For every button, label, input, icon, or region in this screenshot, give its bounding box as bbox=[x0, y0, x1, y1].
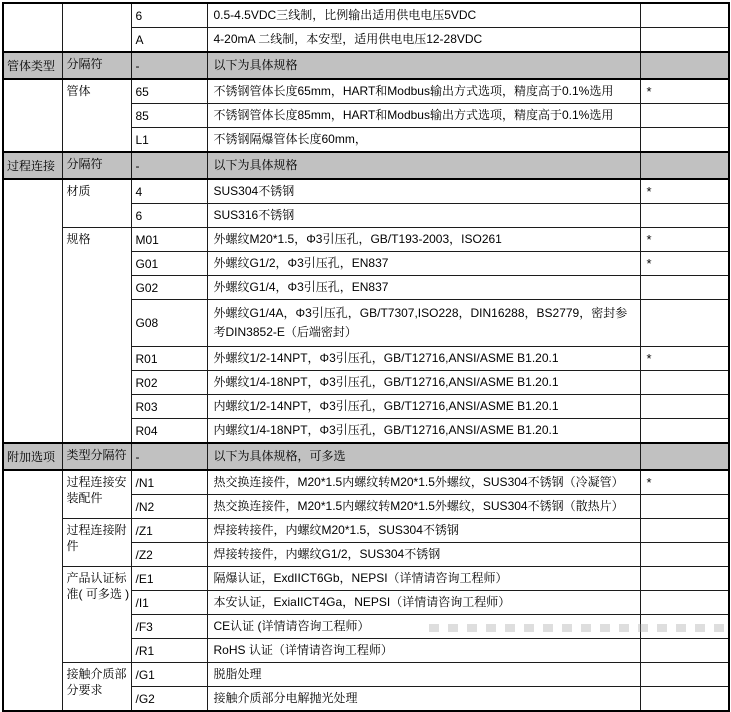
description-cell: 外螺纹G1/4A，Φ3引压孔，GB/T7307,ISO228，DIN16288，BS2779，密封参考DIN3852-E（后端密封） bbox=[207, 300, 640, 347]
table-row bbox=[3, 79, 729, 104]
star-cell: * bbox=[640, 252, 729, 276]
description-cell: 外螺纹G1/2，Φ3引压孔，EN837 bbox=[207, 252, 640, 276]
subcategory-cell: 规格 bbox=[62, 228, 131, 444]
description-cell: 本安认证，ExiaIICT4Ga，NEPSI（详情请咨询工程师） bbox=[207, 591, 640, 615]
code-cell: 85 bbox=[131, 104, 207, 128]
code-cell: G02 bbox=[131, 276, 207, 300]
code-cell: 6 bbox=[131, 204, 207, 228]
description-cell: 不锈钢管体长度85mm，HART和Modbus输出方式选项，精度高于0.1%选用 bbox=[207, 104, 640, 128]
code-cell: R04 bbox=[131, 419, 207, 444]
star-cell bbox=[640, 152, 729, 179]
star-cell bbox=[640, 3, 729, 28]
code-cell: G01 bbox=[131, 252, 207, 276]
code-cell: R02 bbox=[131, 371, 207, 395]
star-cell bbox=[640, 371, 729, 395]
code-cell: /I1 bbox=[131, 591, 207, 615]
description-cell: 热交换连接件，M20*1.5内螺纹转M20*1.5外螺纹，SUS304不锈钢（冷凝管） bbox=[207, 470, 640, 495]
subcategory-cell bbox=[62, 3, 131, 52]
description-cell: 以下为具体规格 bbox=[207, 52, 640, 79]
code-cell: M01 bbox=[131, 228, 207, 252]
code-cell: 4 bbox=[131, 179, 207, 204]
table-row bbox=[3, 470, 729, 495]
description-cell: 外螺纹M20*1.5，Φ3引压孔，GB/T193-2003，ISO261 bbox=[207, 228, 640, 252]
star-cell: * bbox=[640, 79, 729, 104]
category-cell: 过程连接 bbox=[3, 152, 62, 179]
code-cell: /G2 bbox=[131, 687, 207, 712]
code-cell: A bbox=[131, 28, 207, 53]
description-cell: 外螺纹1/2-14NPT，Φ3引压孔，GB/T12716,ANSI/ASME B1.20.1 bbox=[207, 347, 640, 371]
subcategory-cell: 管体 bbox=[62, 79, 131, 152]
star-cell bbox=[640, 663, 729, 687]
star-cell bbox=[640, 300, 729, 347]
table-row bbox=[3, 567, 729, 591]
description-cell: SUS316不锈钢 bbox=[207, 204, 640, 228]
subcategory-cell: 过程连接附件 bbox=[62, 519, 131, 567]
table-row bbox=[3, 3, 729, 28]
star-cell: * bbox=[640, 228, 729, 252]
code-cell: /Z1 bbox=[131, 519, 207, 543]
subcategory-cell: 类型分隔符 bbox=[62, 443, 131, 470]
code-cell: /F3 bbox=[131, 615, 207, 639]
description-cell: 焊接转接件，内螺纹G1/2，SUS304不锈钢 bbox=[207, 543, 640, 567]
code-cell: L1 bbox=[131, 128, 207, 153]
star-cell bbox=[640, 591, 729, 615]
category-cell bbox=[3, 79, 62, 152]
description-cell: 外螺纹1/4-18NPT，Φ3引压孔，GB/T12716,ANSI/ASME B1.20.1 bbox=[207, 371, 640, 395]
star-cell bbox=[640, 495, 729, 519]
star-cell bbox=[640, 276, 729, 300]
star-cell bbox=[640, 567, 729, 591]
star-cell bbox=[640, 204, 729, 228]
code-cell: R01 bbox=[131, 347, 207, 371]
category-cell: 管体类型 bbox=[3, 52, 62, 79]
star-cell bbox=[640, 128, 729, 153]
subcategory-cell: 分隔符 bbox=[62, 152, 131, 179]
table-row bbox=[3, 179, 729, 204]
code-cell: 65 bbox=[131, 79, 207, 104]
description-cell: 不锈钢隔爆管体长度60mm， bbox=[207, 128, 640, 153]
description-cell: CE认证 (详情请咨询工程师） bbox=[207, 615, 640, 639]
code-cell: /R1 bbox=[131, 639, 207, 663]
code-cell: - bbox=[131, 52, 207, 79]
description-cell: 接触介质部分电解抛光处理 bbox=[207, 687, 640, 712]
subcategory-cell: 产品认证标准( 可多选 ) bbox=[62, 567, 131, 663]
subcategory-cell: 分隔符 bbox=[62, 52, 131, 79]
star-cell bbox=[640, 519, 729, 543]
spec-table-body bbox=[3, 3, 729, 711]
description-cell: 脱脂处理 bbox=[207, 663, 640, 687]
table-row bbox=[3, 519, 729, 543]
description-cell: 隔爆认证，ExdIICT6Gb，NEPSI（详情请咨询工程师） bbox=[207, 567, 640, 591]
category-cell bbox=[3, 470, 62, 711]
star-cell: * bbox=[640, 347, 729, 371]
star-cell bbox=[640, 615, 729, 639]
description-cell: SUS304不锈钢 bbox=[207, 179, 640, 204]
table-row bbox=[3, 663, 729, 687]
description-cell: 内螺纹1/2-14NPT，Φ3引压孔，GB/T12716,ANSI/ASME B1.20.1 bbox=[207, 395, 640, 419]
subcategory-cell: 材质 bbox=[62, 179, 131, 228]
code-cell: /E1 bbox=[131, 567, 207, 591]
category-cell bbox=[3, 3, 62, 52]
description-cell: 焊接转接件，内螺纹M20*1.5，SUS304不锈钢 bbox=[207, 519, 640, 543]
code-cell: - bbox=[131, 152, 207, 179]
product-spec-table bbox=[2, 2, 730, 712]
category-cell: 附加选项 bbox=[3, 443, 62, 470]
code-cell: G08 bbox=[131, 300, 207, 347]
subcategory-cell: 过程连接安装配件 bbox=[62, 470, 131, 519]
separator-row bbox=[3, 52, 729, 79]
description-cell: 0.5-4.5VDC三线制，比例输出适用供电电压5VDC bbox=[207, 3, 640, 28]
description-cell: 热交换连接件，M20*1.5内螺纹转M20*1.5外螺纹，SUS304不锈钢（散热片） bbox=[207, 495, 640, 519]
description-cell: 以下为具体规格，可多选 bbox=[207, 443, 640, 470]
table-row bbox=[3, 228, 729, 252]
code-cell: /N2 bbox=[131, 495, 207, 519]
star-cell bbox=[640, 419, 729, 444]
code-cell: R03 bbox=[131, 395, 207, 419]
description-cell: 不锈钢管体长度65mm，HART和Modbus输出方式选项，精度高于0.1%选用 bbox=[207, 79, 640, 104]
star-cell bbox=[640, 395, 729, 419]
code-cell: 6 bbox=[131, 3, 207, 28]
code-cell: /Z2 bbox=[131, 543, 207, 567]
star-cell bbox=[640, 443, 729, 470]
description-cell: 内螺纹1/4-18NPT，Φ3引压孔，GB/T12716,ANSI/ASME B1.20.1 bbox=[207, 419, 640, 444]
star-cell: * bbox=[640, 470, 729, 495]
description-cell: 以下为具体规格 bbox=[207, 152, 640, 179]
star-cell bbox=[640, 104, 729, 128]
description-cell: 4-20mA 二线制，本安型，适用供电电压12-28VDC bbox=[207, 28, 640, 53]
code-cell: /G1 bbox=[131, 663, 207, 687]
star-cell bbox=[640, 543, 729, 567]
description-cell: 外螺纹G1/4，Φ3引压孔，EN837 bbox=[207, 276, 640, 300]
separator-row bbox=[3, 152, 729, 179]
star-cell bbox=[640, 28, 729, 53]
star-cell bbox=[640, 687, 729, 712]
description-cell: RoHS 认证（详情请咨询工程师） bbox=[207, 639, 640, 663]
star-cell: * bbox=[640, 179, 729, 204]
category-cell bbox=[3, 179, 62, 443]
separator-row bbox=[3, 443, 729, 470]
star-cell bbox=[640, 639, 729, 663]
code-cell: - bbox=[131, 443, 207, 470]
star-cell bbox=[640, 52, 729, 79]
subcategory-cell: 接触介质部分要求 bbox=[62, 663, 131, 712]
code-cell: /N1 bbox=[131, 470, 207, 495]
